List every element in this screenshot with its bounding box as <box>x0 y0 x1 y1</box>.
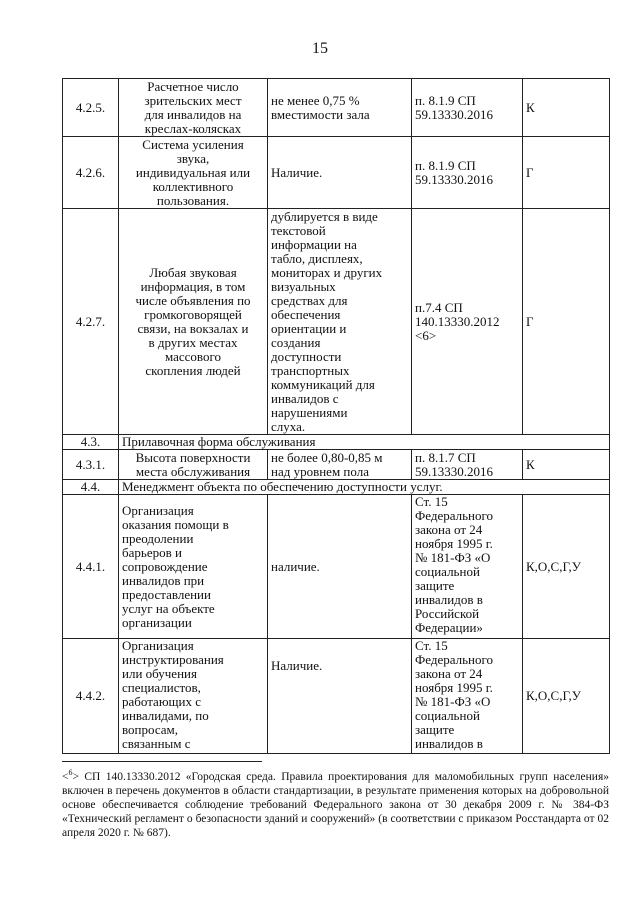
indicator-name: Система усиления звука, индивидуальная или коллективного пользования. <box>119 137 268 209</box>
indicator-name: Любая звуковая информация, в том числе объявления по громкоговорящей связи, на вокзалах и в других местах массового скопления людей <box>119 209 268 435</box>
disability-category: К,О,С,Г,У <box>523 495 610 639</box>
regulation-reference: п. 8.1.9 СП 59.13330.2016 <box>412 79 523 137</box>
disability-category: Г <box>523 209 610 435</box>
row-number: 4.4.1. <box>63 495 119 639</box>
requirements-table <box>62 78 610 754</box>
section-title: Менеджмент объекта по обеспечению доступности услуг. <box>119 480 610 495</box>
indicator-value: Наличие. <box>268 639 412 754</box>
row-number: 4.4.2. <box>63 639 119 754</box>
indicator-value: Наличие. <box>268 137 412 209</box>
footnote-text: СП 140.13330.2012 «Городская среда. Правила проектирования для маломобильных групп населения» включен в перечень документов в области стандартизации, в результате применения которых на добровольной основе обеспечивается соблюдение требований Федерального закона от 30 декабря 2009 г. № 384-ФЗ «Технический регламент о безопасности зданий и сооружений» (в соответствии с приказом Росстандарта от 02 апреля 2020 г. № 687). <box>62 771 609 839</box>
indicator-name: Организация оказания помощи в преодолении барьеров и сопровождение инвалидов при предоставлении услуг на объекте организации <box>119 495 268 639</box>
section-number: 4.3. <box>63 435 119 450</box>
indicator-value: не более 0,80-0,85 м над уровнем пола <box>268 450 412 480</box>
section-title: Прилавочная форма обслуживания <box>119 435 610 450</box>
table-row <box>63 137 610 209</box>
table-row <box>63 639 610 754</box>
indicator-value: не менее 0,75 % вместимости зала <box>268 79 412 137</box>
footnote-separator <box>62 761 262 762</box>
footnote-marker-close: > <box>72 771 79 783</box>
table-row <box>63 209 610 435</box>
row-number: 4.2.5. <box>63 79 119 137</box>
table-row <box>63 495 610 639</box>
row-number: 4.3.1. <box>63 450 119 480</box>
regulation-reference: п. 8.1.7 СП 59.13330.2016 <box>412 450 523 480</box>
row-number: 4.2.7. <box>63 209 119 435</box>
table-row <box>63 79 610 137</box>
row-number: 4.2.6. <box>63 137 119 209</box>
section-number: 4.4. <box>63 480 119 495</box>
indicator-name: Расчетное число зрительских мест для инвалидов на креслах-колясках <box>119 79 268 137</box>
table-row <box>63 450 610 480</box>
indicator-value: дублируется в виде текстовой информации на табло, дисплеях, мониторах и других визуальных средствах для обеспечения ориентации и создания доступности транспортных коммуникаций для инвалидов с нарушениями слуха. <box>268 209 412 435</box>
footnote <box>62 770 609 840</box>
indicator-name: Высота поверхности места обслуживания <box>119 450 268 480</box>
indicator-value: наличие. <box>268 495 412 639</box>
regulation-reference: п. 8.1.9 СП 59.13330.2016 <box>412 137 523 209</box>
disability-category: К <box>523 450 610 480</box>
indicator-name: Организация инструктирования или обучения специалистов, работающих с инвалидами, по вопросам, связанным с <box>119 639 268 754</box>
regulation-reference: п.7.4 СП 140.13330.2012 <6> <box>412 209 523 435</box>
regulation-reference: Ст. 15 Федерального закона от 24 ноября 1995 г. № 181-ФЗ «О социальной защите инвалидов в <box>412 639 523 754</box>
disability-category: Г <box>523 137 610 209</box>
page-number: 15 <box>312 40 328 57</box>
footnote-marker: 6 <box>68 768 73 778</box>
section-row <box>63 435 610 450</box>
disability-category: К,О,С,Г,У <box>523 639 610 754</box>
footnote-marker-open: < <box>62 771 69 783</box>
regulation-reference: Ст. 15 Федерального закона от 24 ноября 1995 г. № 181-ФЗ «О социальной защите инвалидов в Российской Федерации» <box>412 495 523 639</box>
disability-category: К <box>523 79 610 137</box>
section-row <box>63 480 610 495</box>
